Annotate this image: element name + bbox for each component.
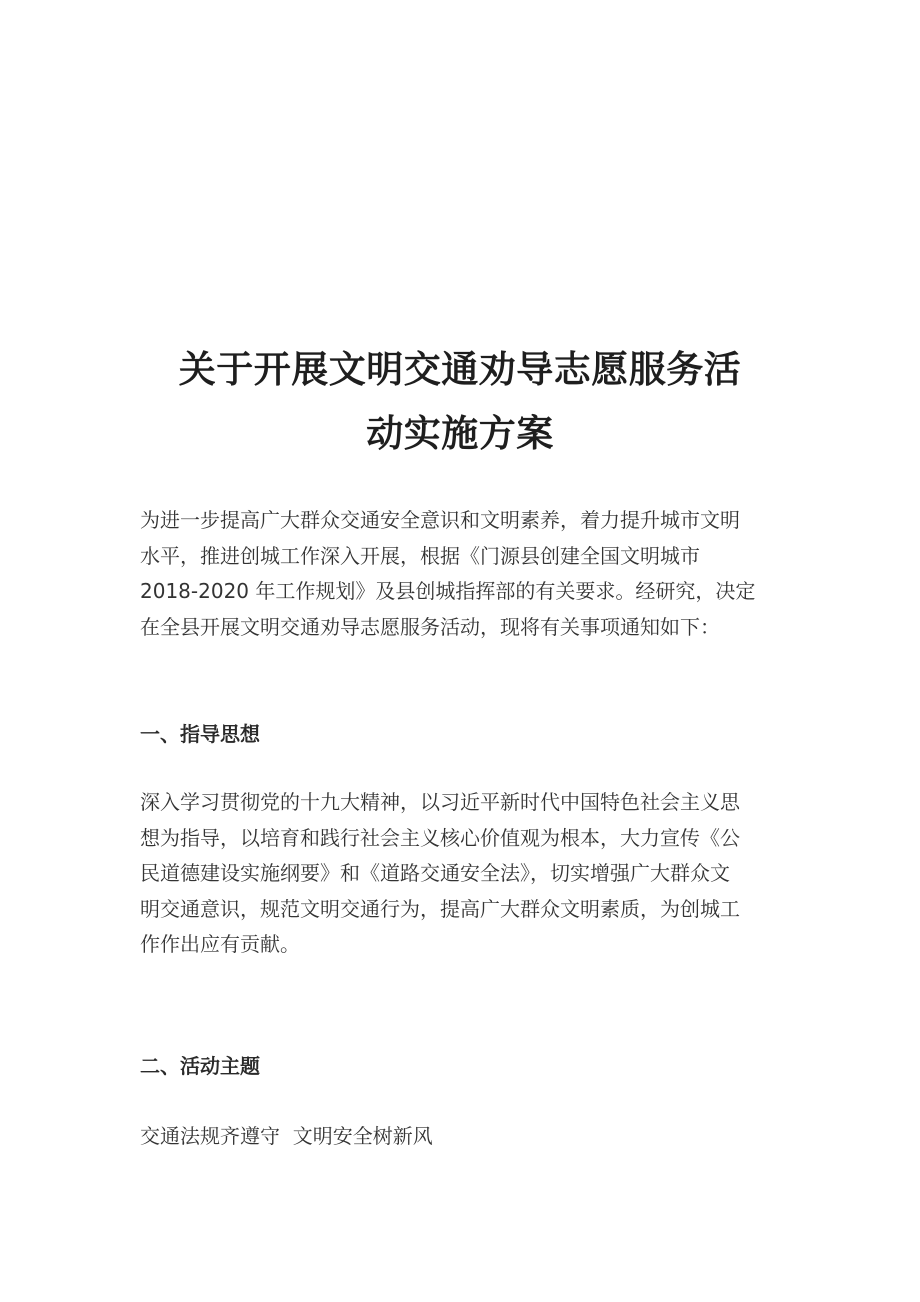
activity-theme-paragraph [140, 1119, 790, 1155]
guiding-line-2: 想为指导，以培育和践行社会主义核心价值观为根本，大力宣传《公 [140, 825, 740, 850]
intro-line-1: 为进一步提高广大群众交通安全意识和文明素养，着力提升城市文明 [140, 508, 740, 532]
intro-line-4: 在全县开展文明交通劝导志愿服务活动，现将有关事项通知如下： [140, 614, 720, 639]
intro-line-2: 水平，推进创城工作深入开展，根据《门源县创建全国文明城市 [140, 543, 700, 568]
guiding-line-5: 作作出应有贡献。 [140, 932, 300, 956]
document-title [100, 338, 820, 466]
section-heading-guiding-thought: 一、指导思想 [140, 722, 260, 746]
intro-paragraph [140, 503, 790, 645]
guiding-line-4: 明交通意识，规范文明交通行为，提高广大群众文明素质，为创城工 [140, 896, 740, 921]
guiding-thought-paragraph [140, 785, 790, 963]
guiding-line-3: 民道德建设实施纲要》和《道路交通安全法》，切实增强广大群众文 [140, 861, 730, 885]
section-heading-activity-theme: 二、活动主题 [140, 1054, 260, 1078]
theme-line-1: 交通法规齐遵守 文明安全树新风 [140, 1124, 433, 1148]
title-line-2: 动实施方案 [366, 412, 554, 455]
title-line-1: 关于开展文明交通劝导志愿服务活 [178, 348, 742, 391]
intro-line-3: 2018-2020 年工作规划》及县创城指挥部的有关要求。经研究，决定 [140, 579, 756, 603]
guiding-line-1: 深入学习贯彻党的十九大精神，以习近平新时代中国特色社会主义思 [140, 790, 740, 814]
